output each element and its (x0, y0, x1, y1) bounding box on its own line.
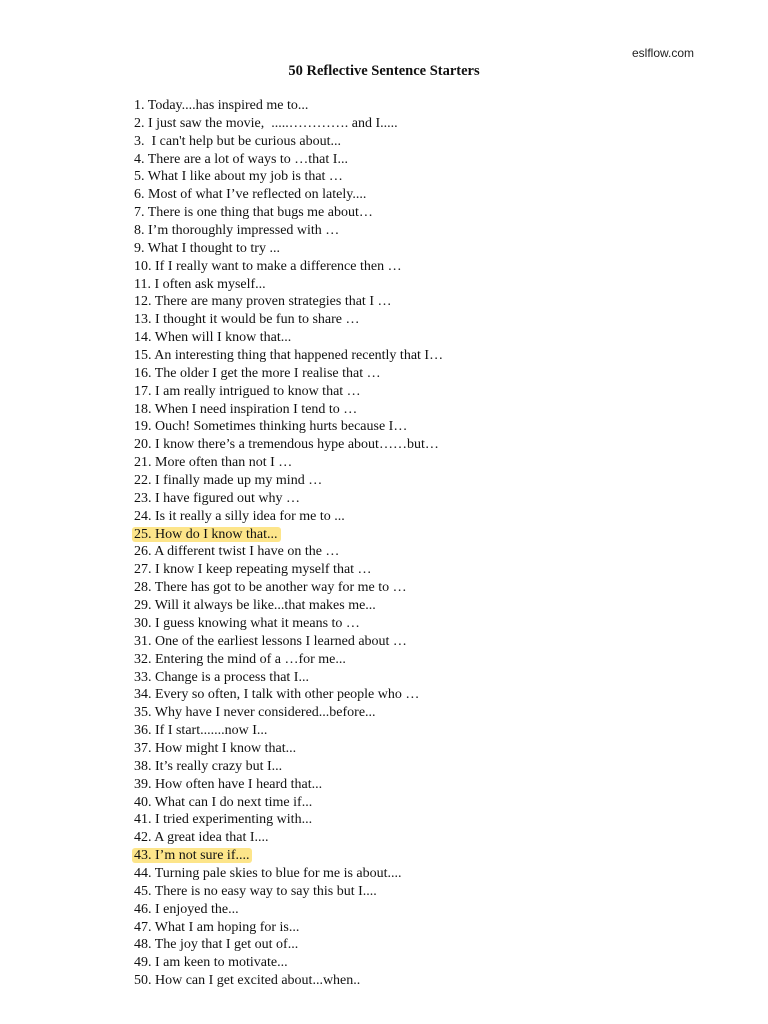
list-item (134, 811, 446, 829)
list-item-text: 5. What I like about my job is that … (134, 169, 343, 185)
list-item (134, 776, 446, 794)
list-item (134, 97, 446, 115)
list-item-text: 29. Will it always be like...that makes me... (134, 598, 376, 614)
list-item-text: 22. I finally made up my mind … (134, 473, 323, 489)
list-item-text: 12. There are many proven strategies that I … (134, 294, 392, 310)
list-item-text: 46. I enjoyed the... (134, 901, 239, 917)
list-item (134, 311, 446, 329)
list-item (134, 168, 446, 186)
list-item (134, 936, 446, 954)
list-item (134, 633, 446, 651)
list-item-text: 13. I thought it would be fun to share … (134, 312, 360, 328)
list-item-text: 39. How often have I heard that... (134, 776, 323, 792)
list-item-text: 21. More often than not I … (134, 455, 293, 471)
list-item-text: 28. There has got to be another way for me to … (134, 580, 407, 596)
list-item (134, 240, 446, 258)
list-item (134, 972, 446, 990)
list-item-text: 4. There are a lot of ways to …that I... (134, 151, 348, 167)
list-item-text: 6. Most of what I’ve reflected on lately.... (134, 187, 367, 203)
list-item (134, 151, 446, 169)
list-item-text: 16. The older I get the more I realise that … (134, 365, 381, 381)
list-item (134, 186, 446, 204)
list-item (134, 829, 446, 847)
list-item (134, 794, 446, 812)
list-item-text: 50. How can I get excited about...when.. (134, 973, 361, 989)
list-item-text: 45. There is no easy way to say this but I.... (134, 883, 377, 899)
list-item-text: 10. If I really want to make a difference then … (134, 258, 402, 274)
list-item (134, 115, 446, 133)
list-item (134, 901, 446, 919)
list-item-text: 44. Turning pale skies to blue for me is about.... (134, 865, 402, 881)
list-item (134, 651, 446, 669)
list-item-text: 18. When I need inspiration I tend to … (134, 401, 358, 417)
list-item-text: 41. I tried experimenting with... (134, 812, 313, 828)
list-item-text: 42. A great idea that I.... (134, 830, 269, 846)
list-item-text: 37. How might I know that... (134, 740, 297, 756)
list-item (134, 490, 446, 508)
list-item (134, 276, 446, 294)
list-item (134, 954, 446, 972)
list-item-text: 47. What I am hoping for is... (134, 919, 300, 935)
list-item (134, 222, 446, 240)
list-item (134, 883, 446, 901)
sentence-starter-list (134, 97, 446, 990)
list-item (134, 365, 446, 383)
list-item (134, 865, 446, 883)
list-item-text: 8. I’m thoroughly impressed with … (134, 223, 340, 239)
list-item (134, 436, 446, 454)
list-item-text: 19. Ouch! Sometimes thinking hurts because I… (134, 419, 408, 435)
list-item (134, 686, 446, 704)
list-item (134, 293, 446, 311)
list-item-text: 33. Change is a process that I... (134, 669, 309, 685)
list-item (134, 258, 446, 276)
list-item-text: 43. I’m not sure if.... (132, 848, 252, 863)
list-item (134, 543, 446, 561)
list-item (134, 919, 446, 937)
list-item (134, 740, 446, 758)
list-item-text: 3. I can't help but be curious about... (134, 133, 342, 149)
list-item-text: 34. Every so often, I talk with other people who … (134, 687, 420, 703)
list-item-text: 15. An interesting thing that happened recently that I… (134, 348, 444, 364)
list-item (134, 561, 446, 579)
list-item-text: 31. One of the earliest lessons I learned about … (134, 633, 407, 649)
list-item (134, 418, 446, 436)
list-item (134, 347, 446, 365)
list-item-text: 17. I am really intrigued to know that … (134, 383, 361, 399)
highlighted-list-item (134, 847, 446, 865)
list-item-text: 26. A different twist I have on the … (134, 544, 340, 560)
list-item-text: 38. It’s really crazy but I... (134, 758, 283, 774)
list-item-text: 23. I have figured out why … (134, 490, 301, 506)
list-item (134, 508, 446, 526)
list-item (134, 597, 446, 615)
list-item (134, 758, 446, 776)
list-item (134, 329, 446, 347)
list-item-text: 14. When will I know that... (134, 330, 292, 346)
list-item-text: 7. There is one thing that bugs me about… (134, 205, 373, 221)
list-item (134, 722, 446, 740)
list-item-text: 36. If I start.......now I... (134, 723, 268, 739)
list-item-text: 20. I know there’s a tremendous hype about……but… (134, 437, 439, 453)
list-item (134, 704, 446, 722)
list-item (134, 383, 446, 401)
list-item-text: 9. What I thought to try ... (134, 240, 280, 256)
list-item (134, 615, 446, 633)
list-item-text: 2. I just saw the movie, .....…………. and I..... (134, 115, 398, 131)
list-item (134, 669, 446, 687)
list-item-text: 24. Is it really a silly idea for me to ... (134, 508, 345, 524)
page-title: 50 Reflective Sentence Starters (288, 63, 480, 79)
list-item-text: 25. How do I know that... (132, 527, 281, 542)
site-url: eslflow.com (632, 46, 695, 60)
list-item-text: 48. The joy that I get out of... (134, 937, 299, 953)
list-item-text: 1. Today....has inspired me to... (134, 98, 309, 113)
list-item-text: 30. I guess knowing what it means to … (134, 615, 360, 631)
list-item (134, 401, 446, 419)
list-item-text: 40. What can I do next time if... (134, 794, 313, 810)
list-item-text: 35. Why have I never considered...before... (134, 705, 376, 721)
highlighted-list-item (134, 526, 446, 544)
list-item (134, 472, 446, 490)
list-item-text: 49. I am keen to motivate... (134, 955, 288, 971)
list-item (134, 454, 446, 472)
list-item-text: 27. I know I keep repeating myself that … (134, 562, 372, 578)
list-item (134, 579, 446, 597)
list-item-text: 11. I often ask myself... (134, 276, 266, 292)
list-item (134, 204, 446, 222)
list-item (134, 133, 446, 151)
list-item-text: 32. Entering the mind of a …for me... (134, 651, 346, 667)
